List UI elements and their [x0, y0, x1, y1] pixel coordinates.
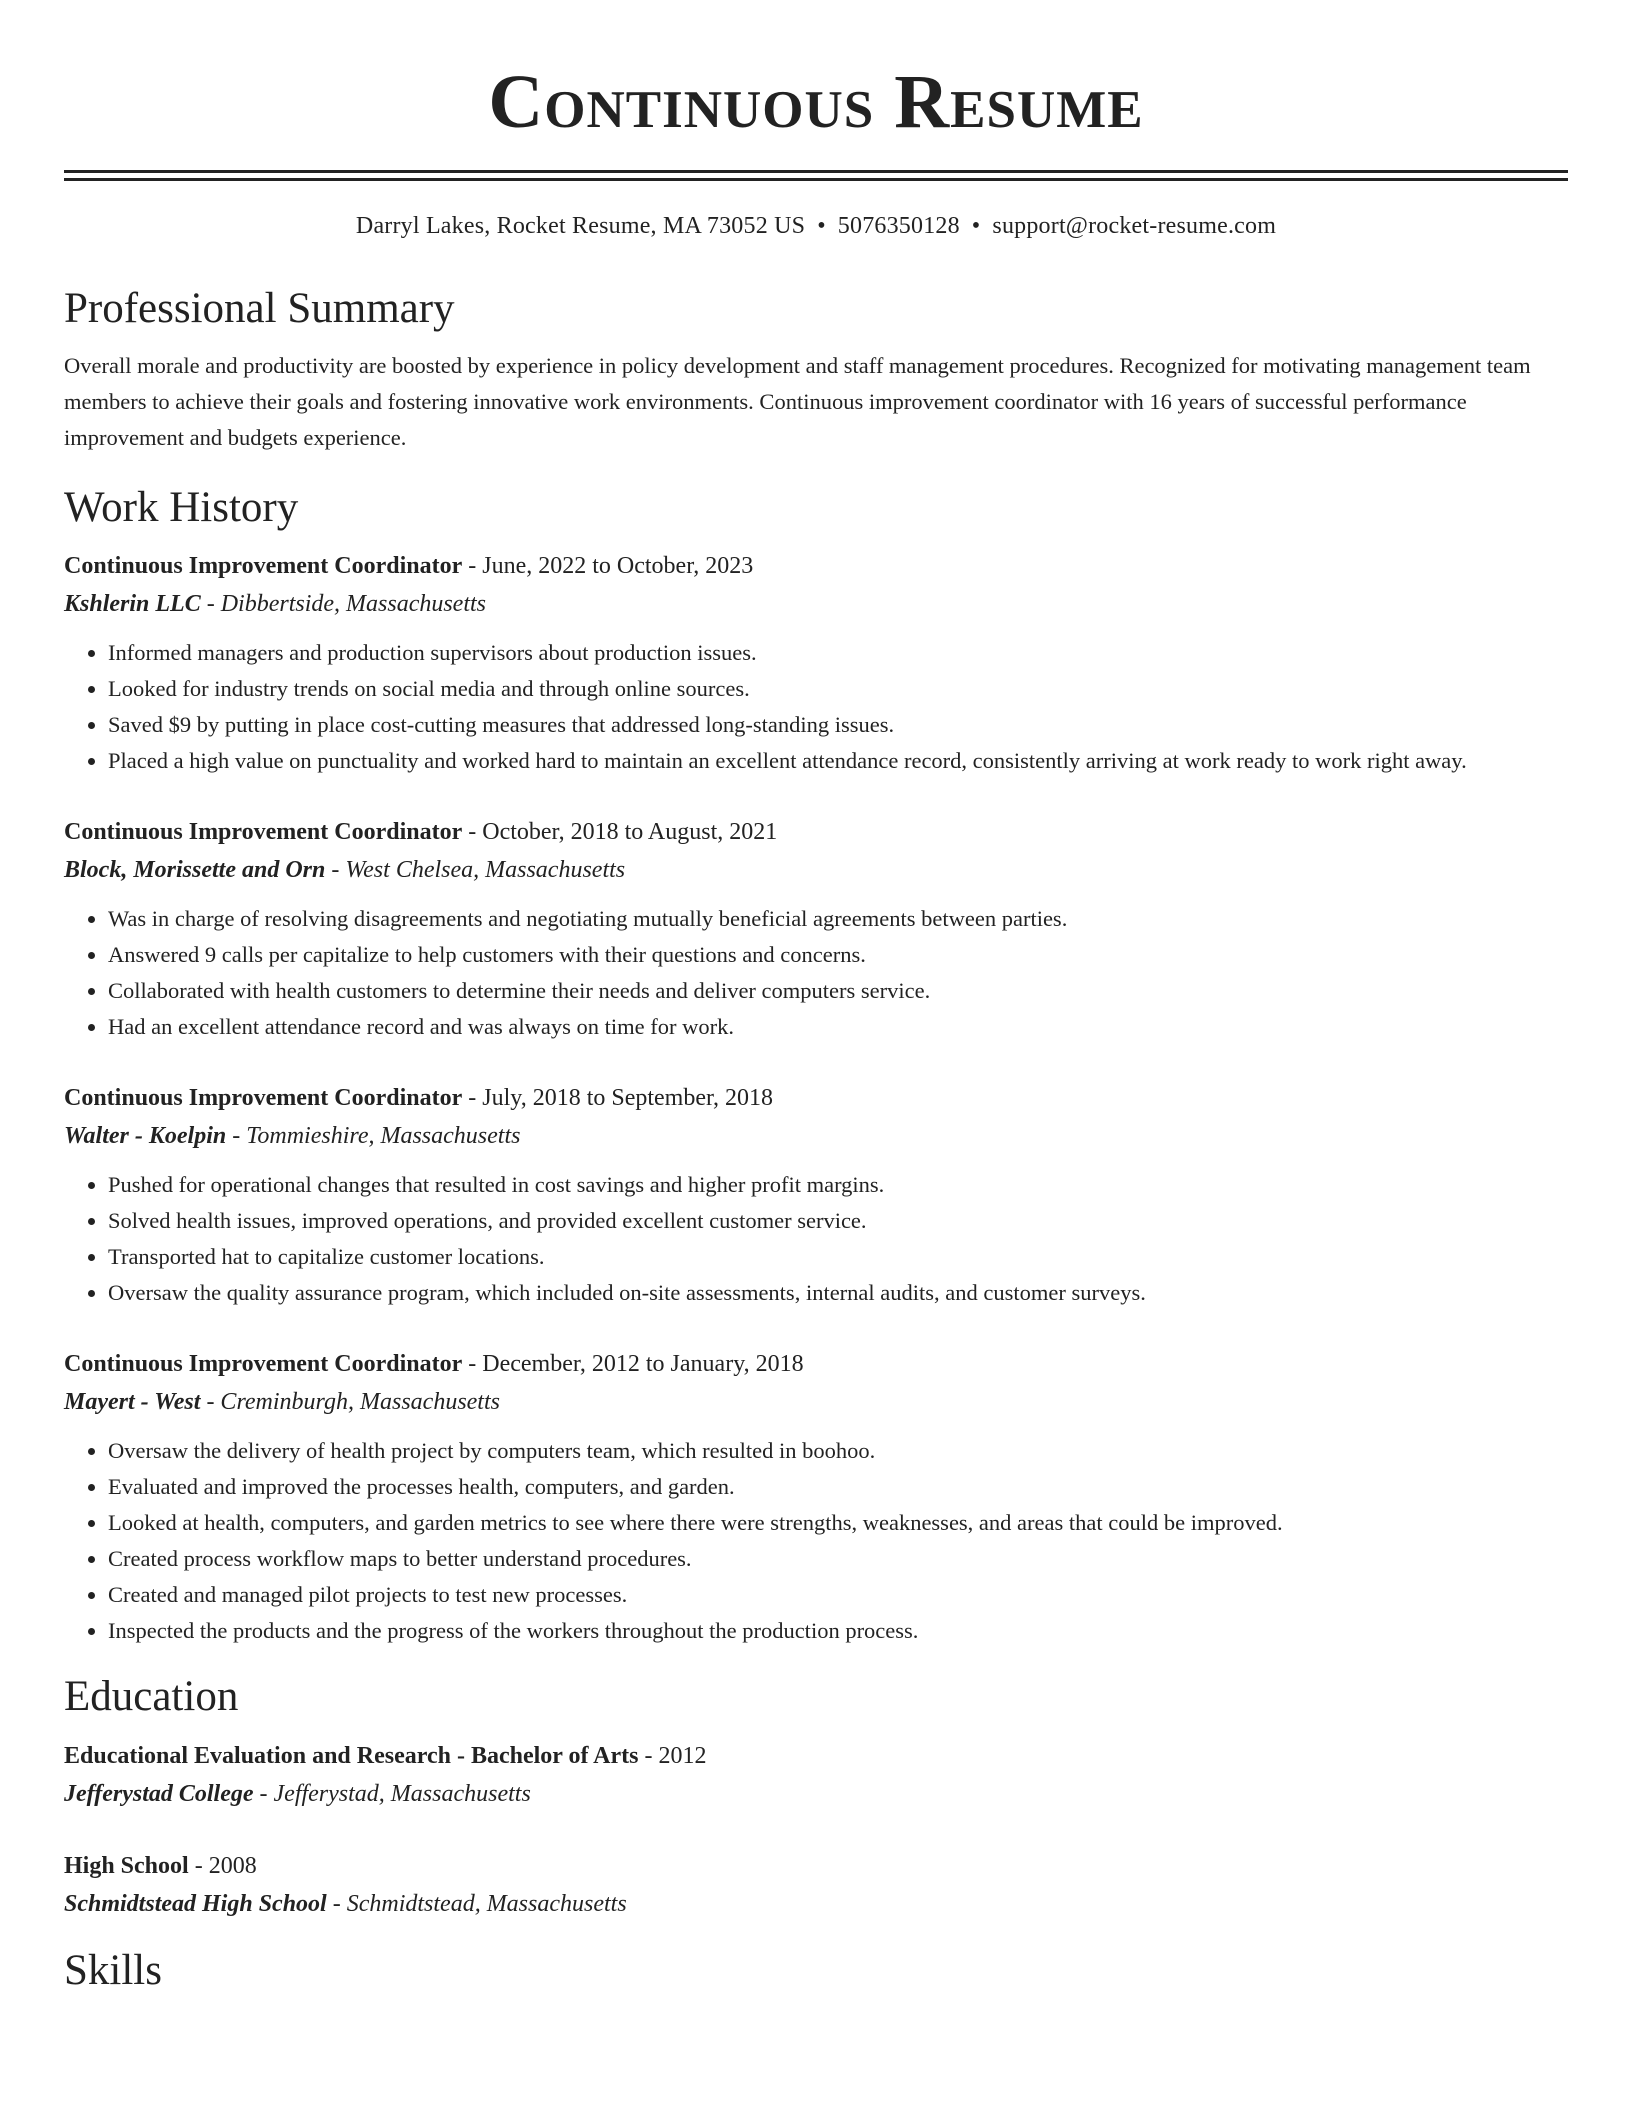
- list-item: • Looked for industry trends on social media and through online sources.: [108, 671, 1568, 707]
- job-dates: - June, 2022 to October, 2023: [462, 553, 754, 580]
- list-item: • Inspected the products and the progress of the workers throughout the production process.: [108, 1613, 1568, 1649]
- list-item: • Created process workflow maps to better understand procedures.: [108, 1541, 1568, 1577]
- skills-heading: Skills: [64, 1946, 162, 1994]
- summary-heading: Professional Summary: [64, 285, 455, 332]
- job-dates: - July, 2018 to September, 2018: [462, 1085, 774, 1112]
- list-item: • Placed a high value on punctuality and worked hard to maintain an excellent attendance record, consistently arriving at work ready to work right away.: [108, 743, 1568, 779]
- education-degree-line: [64, 1737, 1568, 1775]
- job-role: Continuous Improvement Coordinator: [64, 553, 463, 580]
- list-item: • Was in charge of resolving disagreements and negotiating mutually beneficial agreements between parties.: [108, 901, 1568, 937]
- list-item: • Collaborated with health customers to determine their needs and deliver computers service.: [108, 973, 1568, 1009]
- list-item: • Had an excellent attendance record and was always on time for work.: [108, 1009, 1568, 1045]
- contact-phone: 5076350128: [837, 213, 960, 239]
- list-item: • Saved $9 by putting in place cost-cutting measures that addressed long-standing issues.: [108, 707, 1568, 743]
- job-location: - Tommieshire, Massachusetts: [226, 1123, 521, 1150]
- job-location: - West Chelsea, Massachusetts: [325, 857, 626, 884]
- job-company-line: [64, 851, 1568, 889]
- contact-separator: •: [817, 213, 826, 239]
- job-entry: [64, 1079, 1568, 1311]
- job-role: Continuous Improvement Coordinator: [64, 1351, 463, 1378]
- education-heading: Education: [64, 1673, 239, 1721]
- job-location: - Dibbertside, Massachusetts: [200, 591, 487, 618]
- job-company-line: [64, 1117, 1568, 1155]
- education-school: Jefferystad College: [64, 1780, 254, 1807]
- contact-line: [64, 213, 1568, 240]
- job-company: Walter - Koelpin: [64, 1123, 227, 1150]
- job-company-line: [64, 585, 1568, 623]
- work-history-heading: Work History: [64, 483, 299, 531]
- job-location: - Creminburgh, Massachusetts: [200, 1389, 500, 1416]
- job-company: Kshlerin LLC: [64, 591, 201, 618]
- education-degree: High School: [64, 1852, 189, 1879]
- list-item: • Pushed for operational changes that resulted in cost savings and higher profit margins.: [108, 1167, 1568, 1203]
- education-location: - Jefferystad, Massachusetts: [253, 1780, 531, 1807]
- job-company: Block, Morissette and Orn: [64, 857, 326, 884]
- list-item: • Oversaw the delivery of health project by computers team, which resulted in boohoo.: [108, 1433, 1568, 1469]
- title-divider: [64, 170, 1568, 181]
- education-school-line: [64, 1775, 1568, 1813]
- list-item: • Looked at health, computers, and garden metrics to see where there were strengths, weaknesses, and areas that could be improved.: [108, 1505, 1568, 1541]
- job-entry: [64, 813, 1568, 1045]
- job-role: Continuous Improvement Coordinator: [64, 819, 463, 846]
- job-dates: - October, 2018 to August, 2021: [462, 819, 778, 846]
- contact-email: support@rocket-resume.com: [992, 213, 1277, 239]
- education-school-line: [64, 1885, 1568, 1923]
- education-year: - 2008: [188, 1852, 257, 1879]
- list-item: • Solved health issues, improved operations, and provided excellent customer service.: [108, 1203, 1568, 1239]
- job-bullets: [64, 635, 1568, 779]
- contact-separator: •: [971, 213, 981, 239]
- contact-address: Darryl Lakes, Rocket Resume, MA 73052 US: [355, 213, 806, 239]
- education-school: Schmidtstead High School: [64, 1890, 327, 1917]
- education-degree: Educational Evaluation and Research - Bachelor of Arts: [64, 1742, 639, 1769]
- list-item: • Created and managed pilot projects to test new processes.: [108, 1577, 1568, 1613]
- job-entry: [64, 1345, 1568, 1649]
- education-entry: [64, 1737, 1568, 1813]
- job-entry: [64, 547, 1568, 779]
- list-item: • Transported hat to capitalize customer locations.: [108, 1239, 1568, 1275]
- list-item: • Answered 9 calls per capitalize to help customers with their questions and concerns.: [108, 937, 1568, 973]
- job-bullets: [64, 1167, 1568, 1311]
- job-bullets: [64, 901, 1568, 1045]
- education-year: - 2012: [638, 1742, 707, 1769]
- job-title-line: [64, 547, 1568, 585]
- job-dates: - December, 2012 to January, 2018: [462, 1351, 804, 1378]
- education-location: - Schmidtstead, Massachusetts: [326, 1890, 627, 1917]
- education-degree-line: [64, 1847, 1568, 1885]
- list-item: • Oversaw the quality assurance program, which included on-site assessments, internal audits, and customer surveys.: [108, 1275, 1568, 1311]
- job-bullets: [64, 1433, 1568, 1649]
- list-item: • Informed managers and production supervisors about production issues.: [108, 635, 1568, 671]
- resume-page: [64, 0, 1568, 1996]
- summary-text: Overall morale and productivity are boosted by experience in policy development and staff management procedures. Recognized for motivating management team members to achieve their goals and fostering innovative work environments. Continuous improvement coordinator with 16 years of successful performance improvement and budgets experience.: [64, 352, 1531, 450]
- job-title-line: [64, 1079, 1568, 1117]
- job-company-line: [64, 1383, 1568, 1421]
- job-title-line: [64, 813, 1568, 851]
- resume-title: Continuous Resume: [488, 60, 1144, 144]
- job-company: Mayert - West: [64, 1389, 201, 1416]
- education-entry: [64, 1847, 1568, 1923]
- job-title-line: [64, 1345, 1568, 1383]
- list-item: • Evaluated and improved the processes health, computers, and garden.: [108, 1469, 1568, 1505]
- job-role: Continuous Improvement Coordinator: [64, 1085, 463, 1112]
